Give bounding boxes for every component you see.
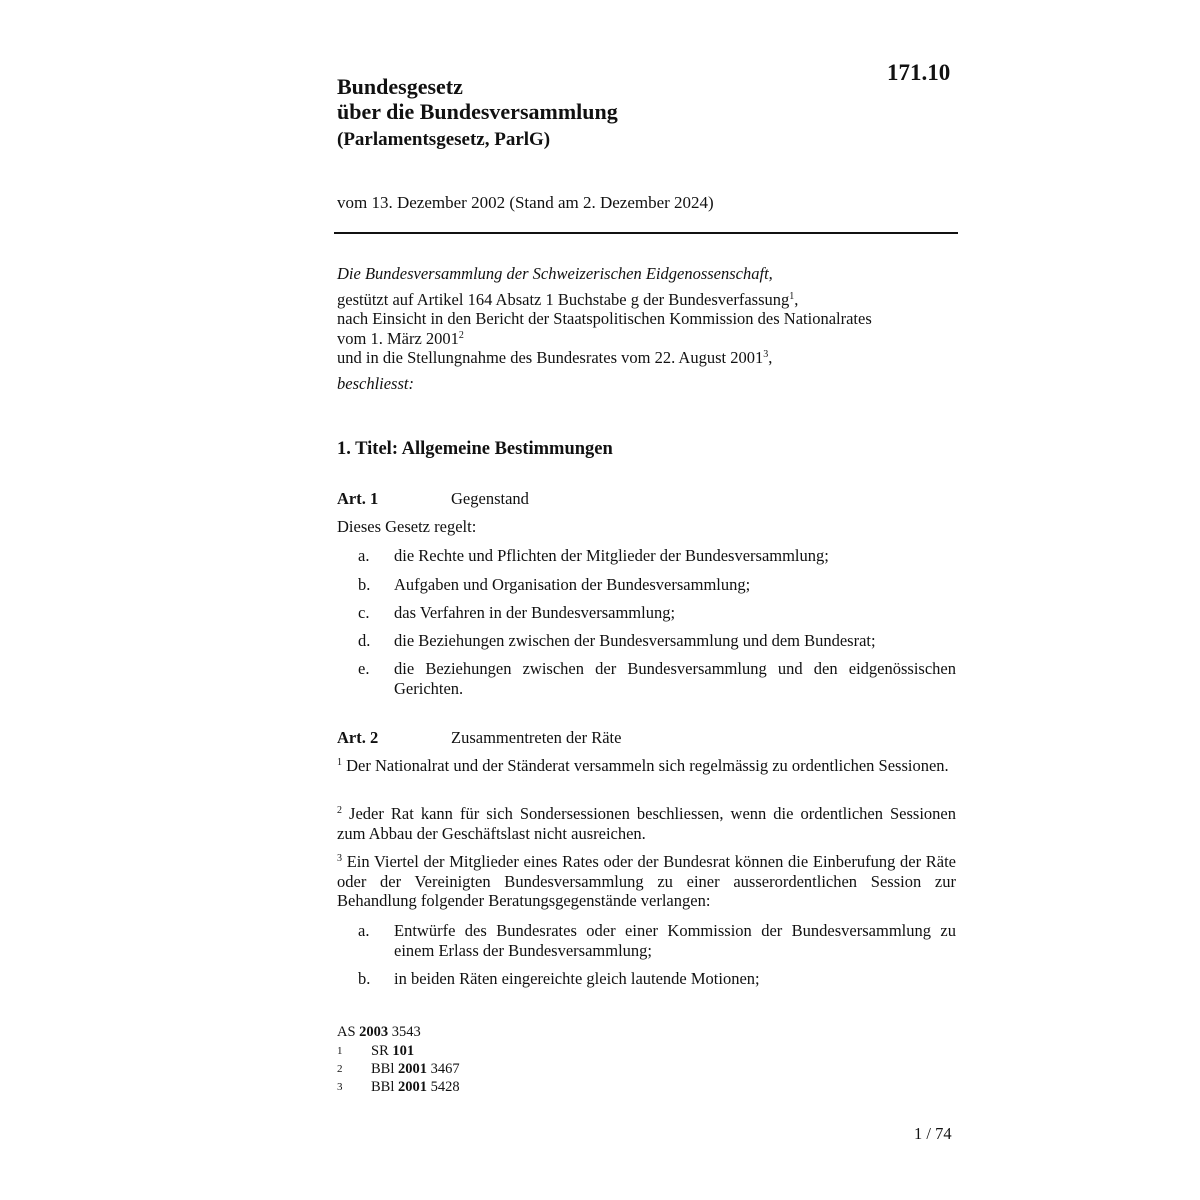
header-rule	[334, 232, 958, 234]
footnote-text: BBl 2001 5428	[371, 1079, 460, 1095]
preamble-line: gestützt auf Artikel 164 Absatz 1 Buchstabe g der Bundesverfassung$^1$,	[337, 289, 799, 309]
list-item-letter: a.	[358, 546, 370, 565]
footnote-ref[interactable]: 3	[763, 349, 769, 360]
list-item-letter: b.	[358, 575, 371, 594]
footnote-number: 2	[337, 1063, 343, 1075]
footnote	[337, 1078, 637, 1096]
footnote-ref[interactable]: 2	[458, 329, 464, 341]
article-number: Art. 1	[337, 489, 379, 508]
paragraph-number: 2	[337, 805, 342, 816]
list-item-text: das Verfahren in der Bundesversammlung;	[394, 603, 676, 622]
preamble-line: vom 1. März 2001$^2$	[337, 328, 464, 348]
article-paragraph	[337, 756, 956, 776]
footnote-number: 1	[337, 1045, 343, 1057]
law-title-line-2: über die Bundesversammlung	[337, 99, 618, 124]
list-item-text: die Beziehungen zwischen der Bundesversammlung und den eidgenössischen Gerichten.	[394, 659, 956, 698]
article-title: Gegenstand	[451, 489, 529, 508]
footnote-text: SR 101	[371, 1043, 415, 1059]
law-subtitle: (Parlamentsgesetz, ParlG)	[337, 129, 551, 150]
article-2-heading	[0, 728, 1200, 748]
list-item-letter: a.	[358, 921, 370, 940]
list-item-letter: e.	[358, 659, 370, 678]
paragraph-number: 1	[337, 757, 342, 768]
section-heading: 1. Titel: Allgemeine Bestimmungen	[337, 439, 613, 459]
list-item-letter: d.	[358, 631, 371, 650]
list-item-text: Aufgaben und Organisation der Bundesversammlung;	[394, 575, 751, 594]
preamble	[337, 264, 967, 393]
paragraph-text: Jeder Rat kann für sich Sondersessionen beschliessen, wenn die ordentlichen Sessionen zum Abbau der Geschäftslast nicht ausreichen.	[337, 804, 957, 843]
footnote-number: 3	[337, 1081, 343, 1093]
sr-number: 171.10	[887, 60, 951, 85]
article-1-heading	[0, 489, 1200, 509]
law-title	[337, 74, 618, 124]
preamble-line: und in die Stellungnahme des Bundesrates vom 22. August 2001$^3$,	[337, 348, 773, 367]
list-item-text: die Beziehungen zwischen der Bundesversammlung und dem Bundesrat;	[394, 631, 876, 650]
article-paragraph	[337, 804, 956, 843]
article-paragraph	[337, 852, 956, 911]
article-title: Zusammentreten der Räte	[451, 728, 622, 747]
law-title-line-1: Bundesgesetz	[337, 74, 463, 99]
preamble-line: nach Einsicht in den Bericht der Staatspolitischen Kommission des Nationalrates	[337, 309, 872, 328]
footnote	[337, 1060, 637, 1078]
footnote	[337, 1042, 637, 1060]
list-item-text: die Rechte und Pflichten der Mitglieder der Bundesversammlung;	[394, 546, 829, 565]
preamble-intro: Die Bundesversammlung der Schweizerischen Eidgenossenschaft,	[337, 264, 773, 283]
preamble-decision: beschliesst:	[337, 373, 414, 393]
page-number: 1 / 74	[914, 1124, 952, 1143]
list-item-letter: b.	[358, 969, 371, 988]
list-item	[337, 921, 956, 961]
footnote-text: BBl 2001 3467	[371, 1061, 460, 1077]
paragraph-text: Der Nationalrat und der Ständerat versammeln sich regelmässig zu ordentlichen Sessionen.	[346, 756, 949, 775]
list-item-text: in beiden Räten eingereichte gleich lautende Motionen;	[394, 969, 760, 988]
list-item-letter: c.	[358, 603, 370, 622]
paragraph-text: Ein Viertel der Mitglieder eines Rates oder der Bundesrat können die Einberufung der Räte oder der Vereinigten Bundesversammlung zu einer ausserordentlichen Session zur Behandlung folgender Beratungsgegenstände verlangen:	[337, 852, 957, 910]
footnote-ref[interactable]: 1	[789, 290, 795, 302]
article-number: Art. 2	[337, 728, 379, 747]
article-1-intro: Dieses Gesetz regelt:	[337, 517, 477, 536]
list-item-text: Entwürfe des Bundesrates oder einer Kommission der Bundesversammlung zu einem Erlass der Bundesversammlung;	[394, 921, 956, 960]
law-date: vom 13. Dezember 2002 (Stand am 2. Dezember 2024)	[337, 193, 714, 212]
paragraph-number: 3	[337, 853, 342, 864]
source-reference: AS 2003 3543	[337, 1024, 421, 1040]
